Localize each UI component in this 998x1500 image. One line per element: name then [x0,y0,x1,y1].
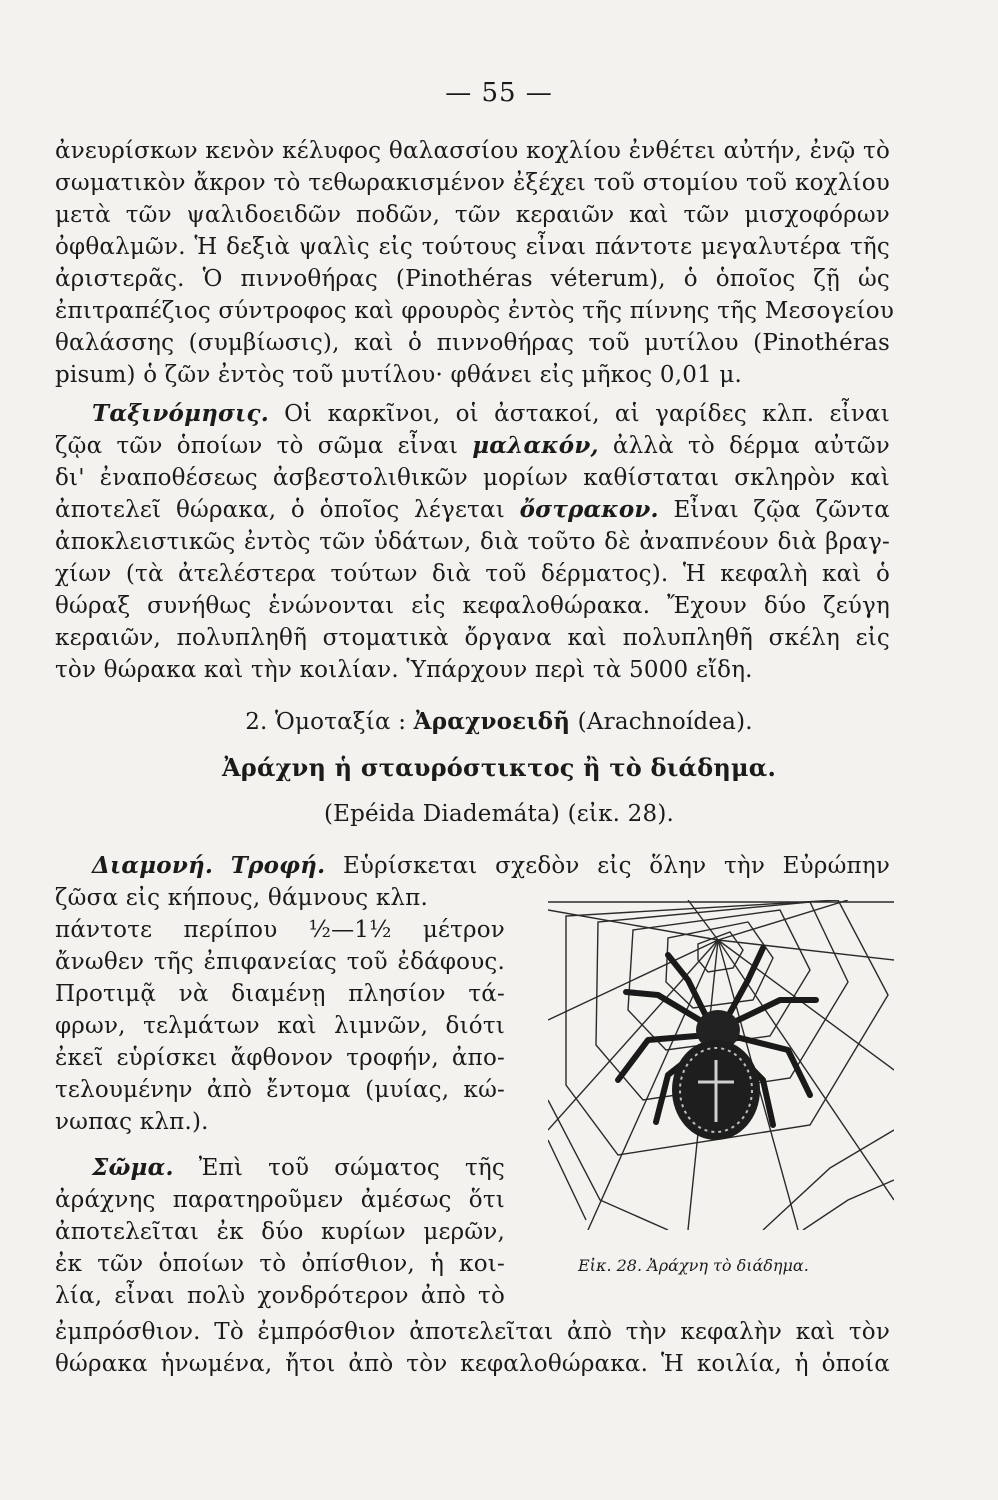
text-line [92,850,890,882]
spider-on-web-icon [548,900,894,1230]
text-span: ἀλλὰ τὸ δέρμα αὐτῶν [598,433,890,459]
text-line: ἄνωθεν τῆς ἐπιφανείας τοῦ ἐδάφους. [55,949,505,975]
text-line: ἐπιτραπέζιος σύντροφος καὶ φρουρὸς ἐντὸς τῆς πίννης τῆς Μεσογείου [55,298,895,324]
text-line: τὸν θώρακα καὶ τὴν κοιλίαν. Ὑπάρχουν περὶ τὰ 5000 εἴδη. [55,657,753,683]
text-line [55,430,890,462]
text-line: ἀνευρίσκων κενὸν κέλυφος θαλασσίου κοχλίου ἐνθέτει αὐτήν, ἐνῷ τὸ [55,138,890,164]
text-span: Οἱ καρκῖνοι, οἱ ἀστακοί, αἱ γαρίδες κλπ. εἶναι [268,401,890,427]
text-line: Προτιμᾷ νὰ διαμένῃ πλησίον τά- [55,981,505,1007]
text-line: θαλάσσης (συμβίωσις), καὶ ὁ πιννοθήρας τοῦ μυτίλου (Pinothéras [55,330,890,356]
text-line: χίων (τὰ ἀτελέστερα τούτων διὰ τοῦ δέρματος). Ἡ κεφαλὴ καὶ ὁ [55,561,890,587]
text-line: κεραιῶν, πολυπληθῆ στοματικὰ ὄργανα καὶ πολυπληθῆ σκέλη εἰς [55,625,890,651]
subclass-name: Ἀραχνοειδῆ [413,708,571,735]
text-span: Εὑρίσκεται σχεδὸν εἰς ὅλην τὴν Εὐρώπην [325,853,890,879]
text-line: δι' ἐναποθέσεως ἀσβεστολιθικῶν μορίων καθίσταται σκληρὸν καὶ [55,465,890,491]
text-span: (Arachnoídea). [570,709,753,735]
section-heading: Ταξινόμησις. [92,400,269,427]
text-line: πάντοτε περίπου ½—1½ μέτρον [55,917,505,943]
text-line: θώραξ συνήθως ἑνώνονται εἰς κεφαλοθώρακα. Ἔχουν δύο ζεύγη [55,593,890,619]
text-line: pisum) ὁ ζῶν ἐντὸς τοῦ μυτίλου· φθάνει εἰς μῆκος 0,01 μ. [55,362,743,388]
text-line: ἀποτελεῖται ἐκ δύο κυρίων μερῶν, [55,1219,505,1245]
text-span: ζῷα τῶν ὁποίων τὸ σῶμα εἶναι [55,433,473,459]
text-line: ζῶσα εἰς κήπους, θάμνους κλπ. [55,885,429,911]
text-span: ἀποτελεῖ θώρακα, ὁ ὁποῖος λέγεται [55,497,520,523]
text-line: ἀριστερᾶς. Ὁ πιννοθήρας (Pinothéras véterum), ὁ ὁποῖος ζῇ ὡς [55,266,890,292]
text-line [92,398,890,430]
text-line: λία, εἶναι πολὺ χονδρότερον ἀπὸ τὸ [55,1283,505,1309]
text-span: Εἶναι ζῷα ζῶντα [658,497,890,523]
section-heading: Διαμονή. [92,852,214,879]
text-line: ὀφθαλμῶν. Ἡ δεξιὰ ψαλὶς εἰς τούτους εἶναι πάντοτε μεγαλυτέρα τῆς [55,234,890,260]
text-line: ἐκεῖ εὑρίσκει ἄφθονον τροφήν, ἀπο- [55,1045,505,1071]
emphasis-term: ὄστρακον. [519,496,659,523]
text-span: Ἐπὶ τοῦ σώματος τῆς [173,1155,505,1181]
text-line [92,1152,505,1184]
text-line: τελουμένην ἀπὸ ἔντομα (μυίας, κώ- [55,1077,505,1103]
text-line: μετὰ τῶν ψαλιδοειδῶν ποδῶν, τῶν κεραιῶν καὶ τῶν μισχοφόρων [55,202,890,228]
text-span: 2. Ὁμοταξία : [245,709,414,735]
text-line: ἀράχνης παρατηροῦμεν ἀμέσως ὅτι [55,1187,505,1213]
figure-caption: Εἰκ. 28. Ἀράχνη τὸ διάδημα. [578,1256,809,1275]
emphasis-term: μαλακόν, [472,432,599,459]
section-heading: Σῶμα. [92,1154,174,1181]
page-number: — 55 — [445,78,553,108]
text-line: φρων, τελμάτων καὶ λιμνῶν, διότι [55,1013,505,1039]
text-line [55,494,890,526]
text-line: θώρακα ἡνωμένα, ἤτοι ἀπὸ τὸν κεφαλοθώρακα. Ἡ κοιλία, ἡ ὁποία [55,1351,890,1377]
text-line: νωπας κλπ.). [55,1109,209,1135]
text-line: ἐμπρόσθιον. Τὸ ἐμπρόσθιον ἀποτελεῖται ἀπὸ τὴν κεφαλὴν καὶ τὸν [55,1319,890,1345]
text-line: ἐκ τῶν ὁποίων τὸ ὀπίσθιον, ἡ κοι- [55,1251,505,1277]
species-title: Ἀράχνη ἡ σταυρόστικτος ἢ τὸ διάδημα. [221,753,777,782]
text-line: σωματικὸν ἄκρον τὸ τεθωρακισμένον ἐξέχει τοῦ στομίου τοῦ κοχλίου [55,170,890,196]
subclass-heading [40,706,958,738]
text-line: ἀποκλειστικῶς ἐντὸς τῶν ὑδάτων, διὰ τοῦτο δὲ ἀναπνέουν διὰ βραγ- [55,529,890,555]
species-latin: (Epéida Diademáta) (εἰκ. 28). [323,801,675,827]
section-heading: Τροφή. [230,852,326,879]
